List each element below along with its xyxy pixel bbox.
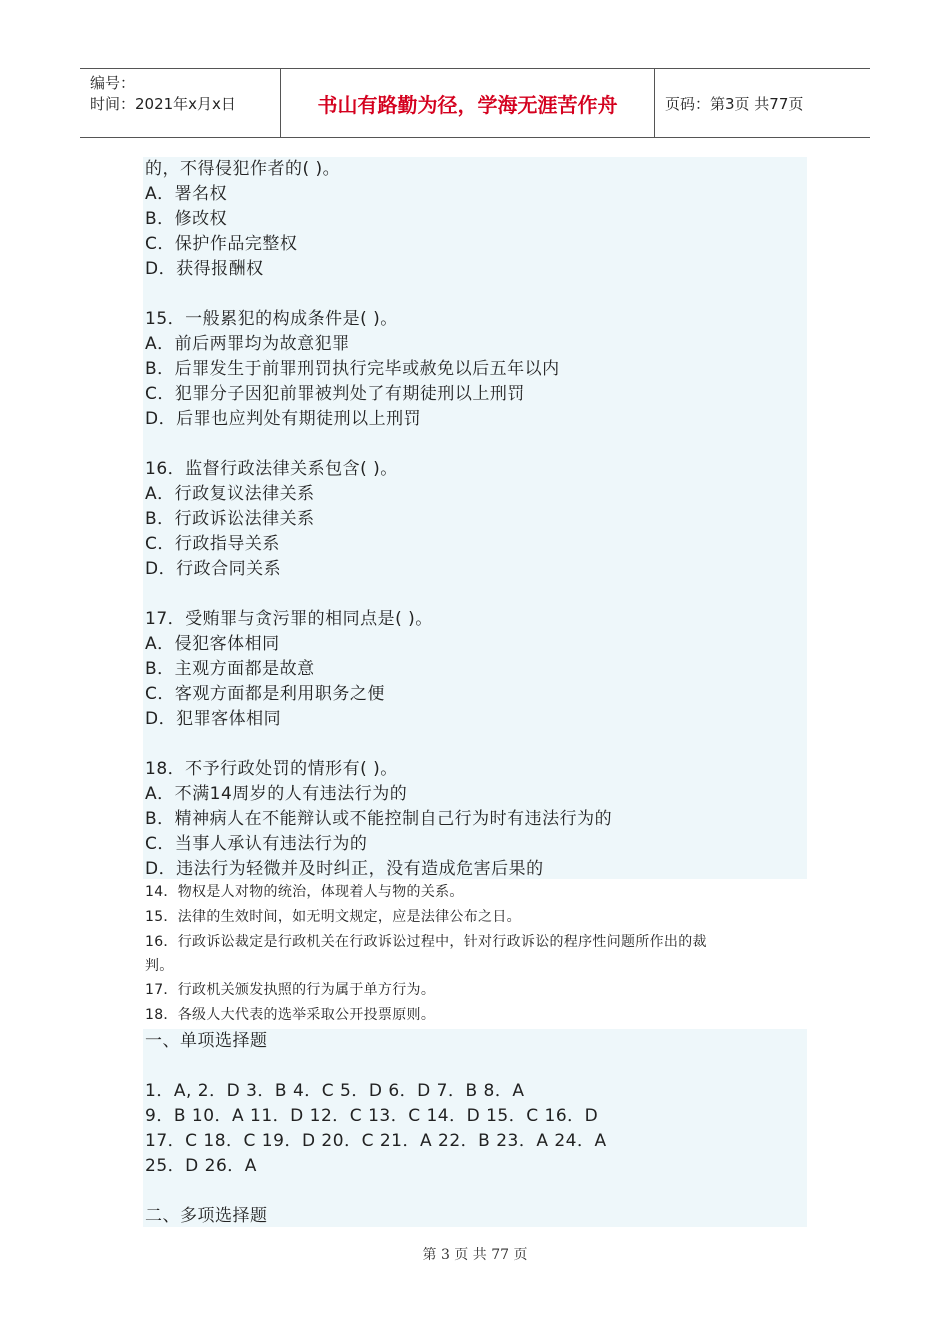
document-header bbox=[80, 68, 870, 138]
header-page-label bbox=[655, 69, 870, 137]
judgement-notes bbox=[145, 880, 807, 1028]
note-line: 15．法律的生效时间，如无明文规定，应是法律公布之日。 bbox=[145, 909, 521, 925]
option-line: A．署名权 bbox=[145, 184, 228, 204]
spacer bbox=[143, 582, 807, 607]
option-line: C．客观方面都是利用职务之便 bbox=[145, 684, 385, 704]
question-line: 的，不得侵犯作者的( )。 bbox=[145, 159, 341, 179]
option-line: B．行政诉讼法律关系 bbox=[145, 509, 315, 529]
option-line: B．主观方面都是故意 bbox=[145, 659, 315, 679]
page-footer: 第 3 页 共 77 页 bbox=[422, 1247, 528, 1263]
spacer bbox=[143, 432, 807, 457]
answer-block bbox=[143, 1029, 807, 1227]
header-motto: 书山有路勤为径，学海无涯苦作舟 bbox=[281, 69, 655, 137]
option-line: C．行政指导关系 bbox=[145, 534, 280, 554]
answer-line: 9．B 10．A 11．D 12．C 13．C 14．D 15．C 16．D bbox=[145, 1106, 599, 1126]
option-line: A．不满14周岁的人有违法行为的 bbox=[145, 784, 408, 804]
note-line: 17．行政机关颁发执照的行为属于单方行为。 bbox=[145, 982, 436, 998]
option-line: B．精神病人在不能辩认或不能控制自己行为时有违法行为的 bbox=[145, 809, 613, 829]
answer-line: 25．D 26．A bbox=[145, 1156, 257, 1176]
section-heading: 一、单项选择题 bbox=[145, 1031, 268, 1051]
note-line: 18．各级人大代表的选举采取公开投票原则。 bbox=[145, 1007, 436, 1023]
page-label: 页码：第3页 共77页 bbox=[665, 94, 804, 113]
header-meta bbox=[80, 69, 281, 137]
option-line: D．犯罪客体相同 bbox=[145, 709, 282, 729]
note-line: 判。 bbox=[145, 958, 174, 974]
option-line: D．后罪也应判处有期徒刑以上刑罚 bbox=[145, 409, 422, 429]
option-line: B．修改权 bbox=[145, 209, 228, 229]
option-line: A．侵犯客体相同 bbox=[145, 634, 280, 654]
note-line: 16．行政诉讼裁定是行政机关在行政诉讼过程中，针对行政诉讼的程序性问题所作出的裁 bbox=[145, 934, 707, 950]
option-line: D．违法行为轻微并及时纠正，没有造成危害后果的 bbox=[145, 859, 544, 879]
option-line: D．行政合同关系 bbox=[145, 559, 282, 579]
note-line: 14．物权是人对物的统治，体现着人与物的关系。 bbox=[145, 884, 464, 900]
option-line: C．当事人承认有违法行为的 bbox=[145, 834, 368, 854]
spacer bbox=[143, 732, 807, 757]
section-heading: 二、多项选择题 bbox=[145, 1206, 268, 1226]
question-line: 16．监督行政法律关系包含( )。 bbox=[145, 459, 398, 479]
option-line: A．前后两罪均为故意犯罪 bbox=[145, 334, 350, 354]
spacer bbox=[143, 1179, 807, 1204]
spacer bbox=[143, 1054, 807, 1079]
question-block bbox=[143, 157, 807, 879]
serial-label: 编号： bbox=[90, 74, 136, 92]
question-line: 17．受贿罪与贪污罪的相同点是( )。 bbox=[145, 609, 433, 629]
date-label: 时间：2021年x月x日 bbox=[90, 95, 236, 113]
option-line: C．犯罪分子因犯前罪被判处了有期徒刑以上刑罚 bbox=[145, 384, 525, 404]
option-line: A．行政复议法律关系 bbox=[145, 484, 315, 504]
option-line: B．后罪发生于前罪刑罚执行完毕或赦免以后五年以内 bbox=[145, 359, 560, 379]
answer-line: 1．A, 2．D 3．B 4．C 5．D 6．D 7．B 8．A bbox=[145, 1081, 525, 1101]
spacer bbox=[143, 282, 807, 307]
question-line: 15．一般累犯的构成条件是( )。 bbox=[145, 309, 398, 329]
answer-line: 17．C 18．C 19．D 20．C 21．A 22．B 23．A 24．A bbox=[145, 1131, 607, 1151]
question-line: 18．不予行政处罚的情形有( )。 bbox=[145, 759, 398, 779]
option-line: D．获得报酬权 bbox=[145, 259, 264, 279]
option-line: C．保护作品完整权 bbox=[145, 234, 298, 254]
